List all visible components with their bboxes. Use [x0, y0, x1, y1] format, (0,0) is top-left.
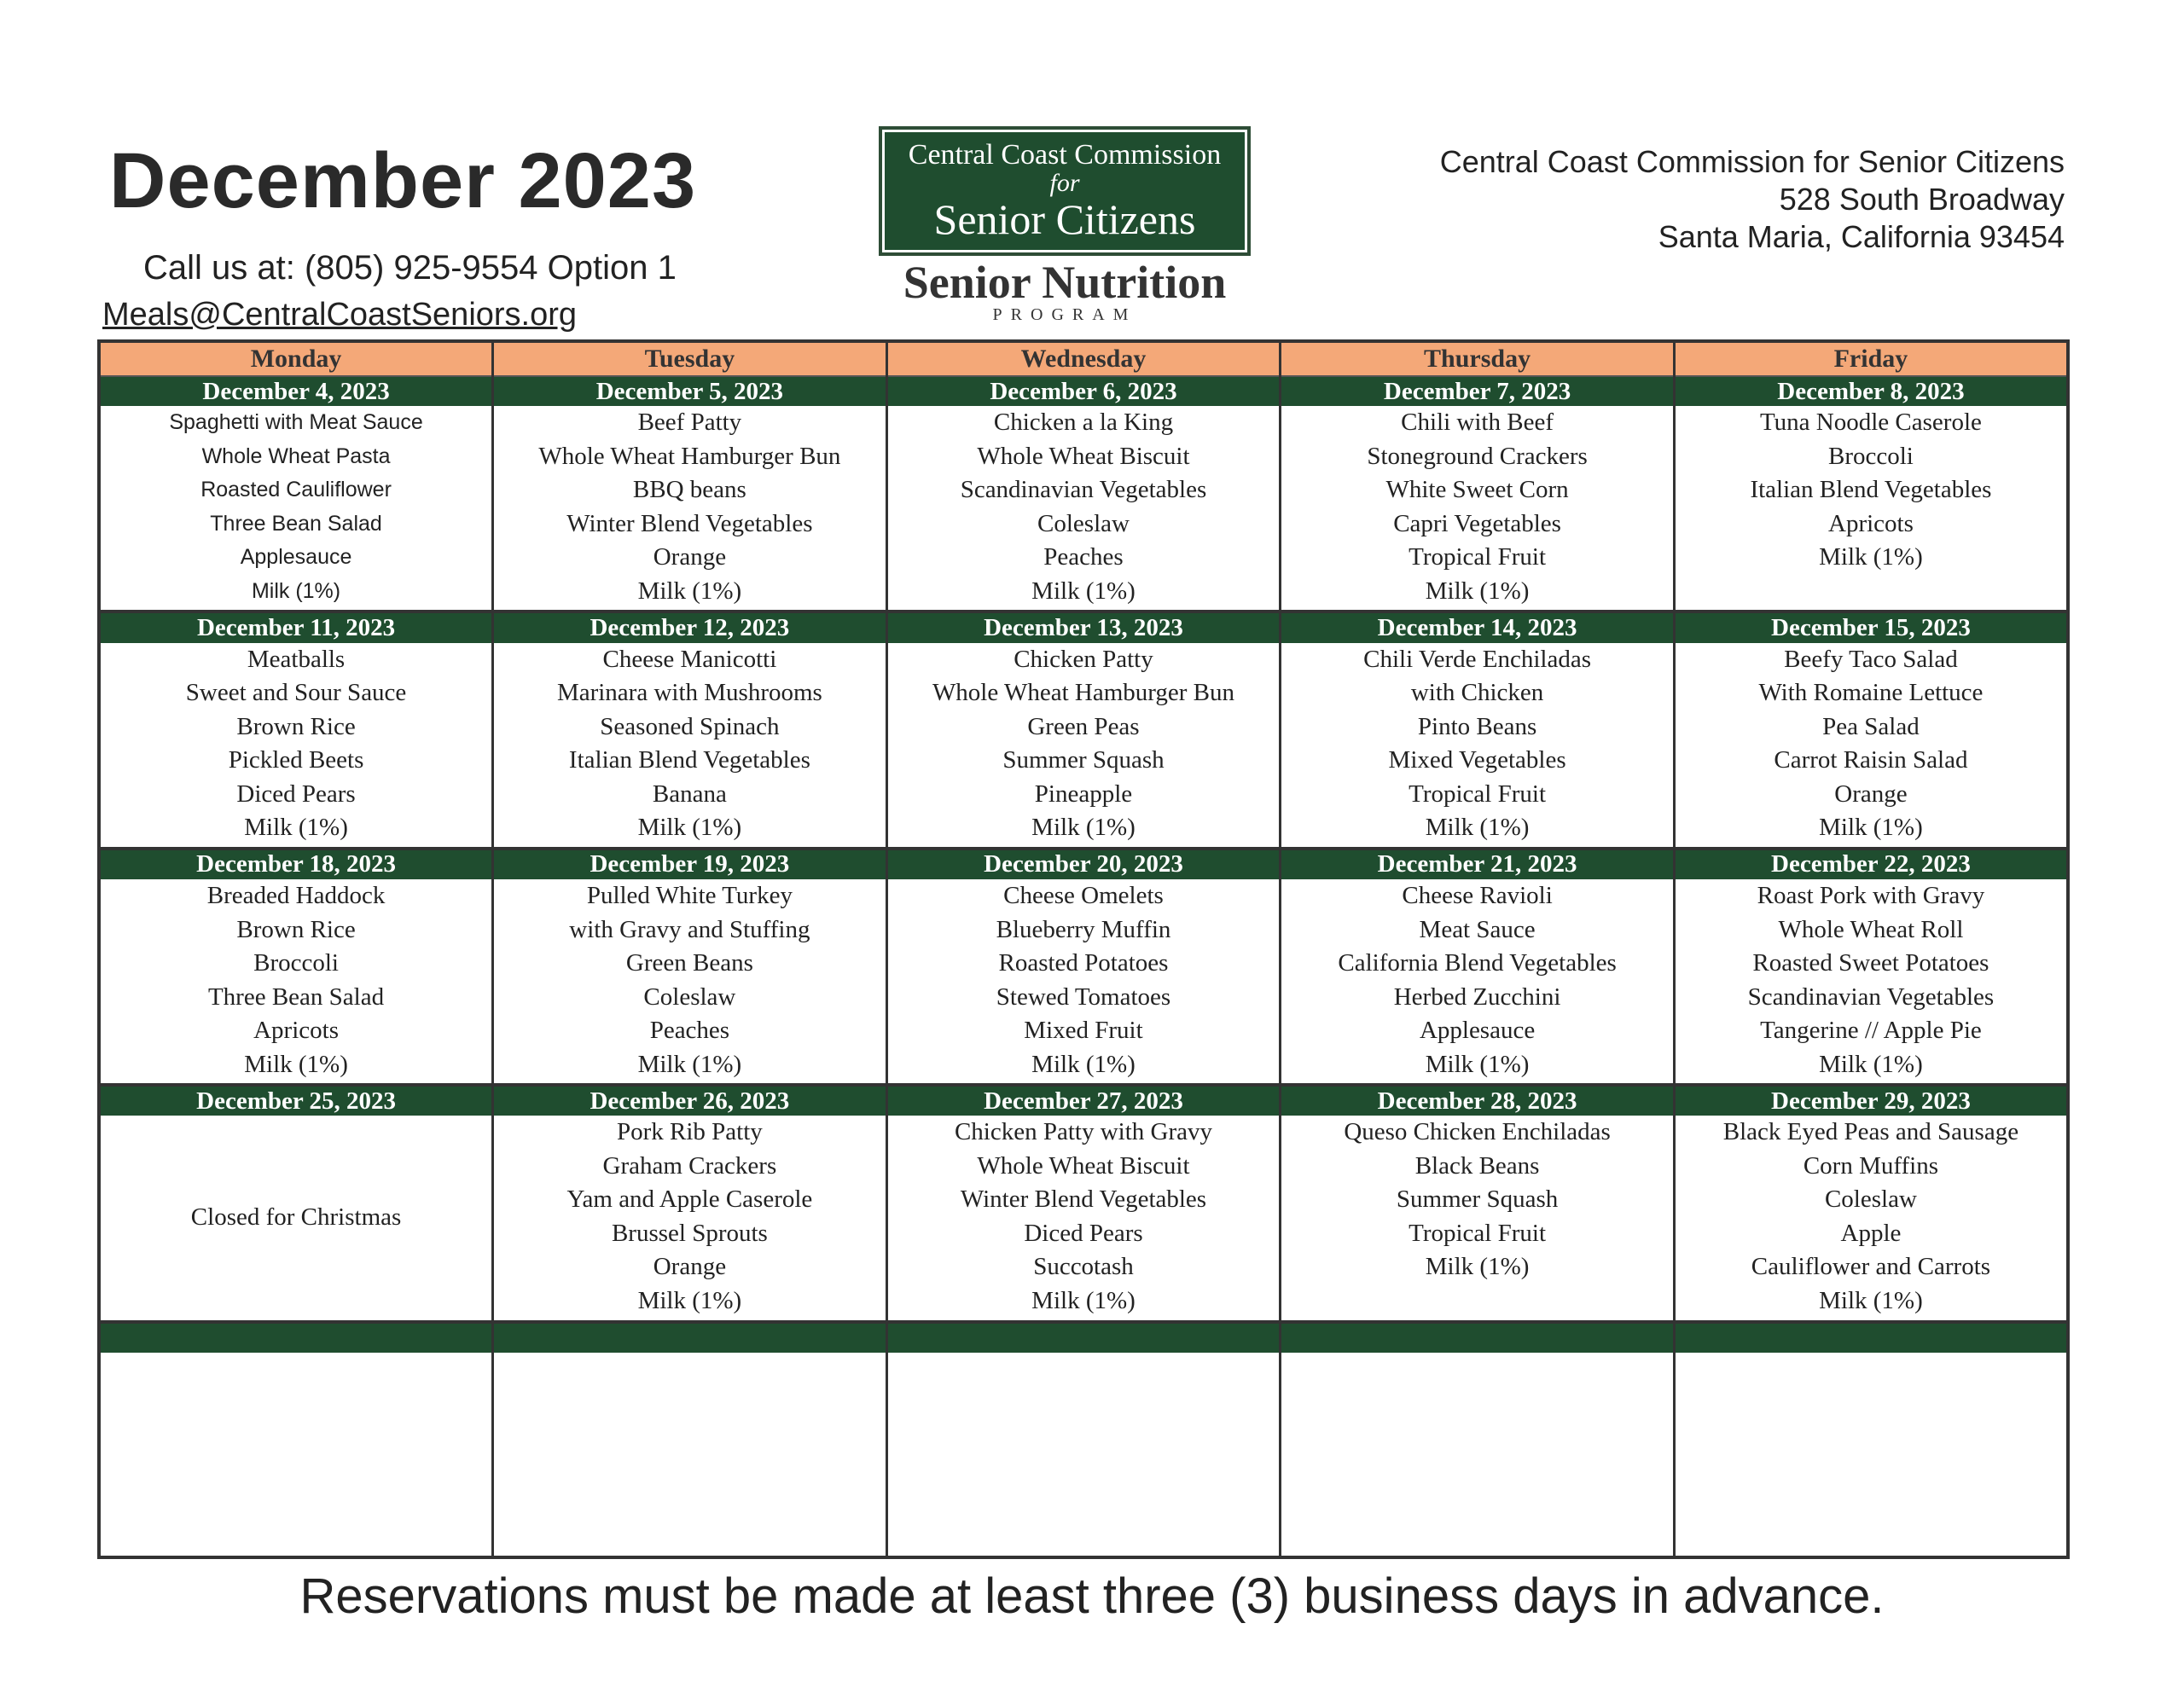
menu-item: Coleslaw — [1037, 509, 1130, 537]
empty-menu-cell — [493, 1353, 887, 1557]
date-row — [99, 612, 2068, 642]
menu-item: Roast Pork with Gravy — [1757, 882, 1985, 910]
menu-cell — [493, 879, 887, 1085]
menu-item: Cauliflower and Carrots — [1751, 1253, 1991, 1281]
menu-item: Scandinavian Vegetables — [1747, 983, 1995, 1011]
date-cell: December 13, 2023 — [886, 612, 1281, 642]
menu-item: Milk (1%) — [1819, 543, 1923, 571]
menu-item: Pea Salad — [1822, 712, 1920, 740]
empty-date-cell — [493, 1322, 887, 1353]
menu-item: Closed for Christmas — [190, 1203, 402, 1232]
date-cell: December 6, 2023 — [886, 376, 1281, 406]
date-row — [99, 376, 2068, 406]
logo-line-3: Senior Citizens — [933, 195, 1196, 243]
menu-item: Pickled Beets — [228, 746, 364, 774]
menu-item: Chicken Patty — [1014, 645, 1153, 673]
menu-item: Pineapple — [1034, 780, 1133, 808]
menu-row — [99, 1116, 2068, 1321]
menu-cell — [1674, 643, 2068, 849]
menu-item: Summer Squash — [1396, 1186, 1559, 1214]
menu-item: BBQ beans — [632, 476, 746, 504]
menu-item: Milk (1%) — [244, 1050, 348, 1078]
menu-item: California Blend Vegetables — [1338, 949, 1617, 977]
menu-item: Stewed Tomatoes — [996, 983, 1171, 1011]
menu-cell — [99, 406, 493, 612]
menu-item: Broccoli — [1828, 442, 1914, 470]
program-subtitle: PROGRAM — [992, 305, 1137, 324]
date-cell: December 28, 2023 — [1281, 1085, 1675, 1116]
weekday-header-row — [99, 341, 2068, 376]
menu-item: Milk (1%) — [251, 578, 341, 603]
menu-item: Orange — [1834, 780, 1908, 808]
empty-date-cell — [1674, 1322, 2068, 1353]
menu-cell — [99, 643, 493, 849]
menu-item: Yam and Apple Caserole — [566, 1186, 813, 1214]
menu-item: Beef Patty — [637, 409, 742, 437]
menu-cell — [886, 1116, 1281, 1321]
menu-cell — [1674, 1116, 2068, 1321]
menu-item: Queso Chicken Enchiladas — [1344, 1118, 1611, 1146]
menu-item: Pinto Beans — [1417, 712, 1537, 740]
menu-item: Diced Pears — [1024, 1219, 1143, 1247]
menu-item: Chicken Patty with Gravy — [954, 1118, 1212, 1146]
menu-item: Milk (1%) — [1031, 1050, 1136, 1078]
menu-item: Carrot Raisin Salad — [1774, 746, 1968, 774]
organization-logo — [879, 126, 1251, 256]
address-block — [1440, 143, 2065, 256]
menu-item: Succotash — [1033, 1253, 1134, 1281]
menu-item: Summer Squash — [1002, 746, 1165, 774]
menu-item: Apple — [1840, 1219, 1902, 1247]
menu-item: Black Eyed Peas and Sausage — [1722, 1118, 2019, 1146]
menu-item: Pulled White Turkey — [586, 882, 793, 910]
empty-menu-cell — [886, 1353, 1281, 1557]
menu-item: Graham Crackers — [602, 1151, 777, 1180]
menu-item: Whole Wheat Pasta — [201, 443, 391, 468]
menu-item: Milk (1%) — [1819, 1286, 1923, 1314]
address-street: 528 South Broadway — [1779, 182, 2065, 217]
menu-item: Stoneground Crackers — [1367, 442, 1588, 470]
menu-item: Coleslaw — [643, 983, 736, 1011]
menu-item: Blueberry Muffin — [996, 915, 1171, 943]
menu-item: Marinara with Mushrooms — [556, 679, 822, 707]
date-cell: December 29, 2023 — [1674, 1085, 2068, 1116]
menu-item: with Gravy and Stuffing — [569, 915, 810, 943]
menu-item: Tropical Fruit — [1409, 543, 1546, 571]
menu-item: Chicken a la King — [993, 409, 1174, 437]
empty-date-cell — [1281, 1322, 1675, 1353]
menu-item: Diced Pears — [236, 780, 356, 808]
menu-item: Brussel Sprouts — [611, 1219, 768, 1247]
menu-item: Banana — [652, 780, 727, 808]
menu-item: White Sweet Corn — [1385, 476, 1569, 504]
menu-item: With Romaine Lettuce — [1758, 679, 1984, 707]
menu-item: Apricots — [253, 1017, 339, 1045]
menu-item: Roasted Sweet Potatoes — [1752, 949, 1989, 977]
logo-line-1: Central Coast Commission — [908, 139, 1222, 171]
menu-item: Milk (1%) — [1031, 577, 1136, 605]
menu-item: Green Beans — [625, 949, 753, 977]
date-cell: December 20, 2023 — [886, 849, 1281, 879]
menu-item: Herbed Zucchini — [1393, 983, 1561, 1011]
menu-calendar — [97, 339, 2070, 1559]
date-cell: December 5, 2023 — [493, 376, 887, 406]
menu-item: Cheese Ravioli — [1402, 882, 1553, 910]
menu-item: Green Peas — [1027, 712, 1140, 740]
menu-item: Tropical Fruit — [1409, 1219, 1546, 1247]
menu-item: Milk (1%) — [1031, 1286, 1136, 1314]
menu-cell — [493, 1116, 887, 1321]
menu-item: Breaded Haddock — [206, 882, 386, 910]
date-cell: December 18, 2023 — [99, 849, 493, 879]
menu-item: Milk (1%) — [1425, 577, 1530, 605]
date-row — [99, 849, 2068, 879]
menu-item: Milk (1%) — [1819, 1050, 1923, 1078]
menu-item: Tangerine // Apple Pie — [1760, 1017, 1982, 1045]
menu-cell — [886, 406, 1281, 612]
menu-item: Winter Blend Vegetables — [960, 1186, 1207, 1214]
menu-item: Milk (1%) — [637, 577, 742, 605]
empty-menu-cell — [1281, 1353, 1675, 1557]
menu-cell — [1674, 879, 2068, 1085]
menu-item: Meat Sauce — [1419, 915, 1536, 943]
menu-item: Applesauce — [240, 545, 352, 570]
menu-item: Tuna Noodle Caserole — [1759, 409, 1982, 437]
menu-cell — [1281, 879, 1675, 1085]
calendar-body — [99, 376, 2068, 1557]
email-link[interactable]: Meals@CentralCoastSeniors.org — [102, 297, 578, 333]
menu-cell — [886, 879, 1281, 1085]
menu-item: Orange — [653, 1253, 727, 1281]
date-cell: December 25, 2023 — [99, 1085, 493, 1116]
menu-item: Peaches — [649, 1017, 730, 1045]
logo-line-2: for — [1049, 169, 1080, 197]
menu-item: Roasted Cauliflower — [200, 478, 392, 502]
menu-cell — [886, 643, 1281, 849]
menu-cell — [493, 643, 887, 849]
menu-item: Italian Blend Vegetables — [1750, 476, 1992, 504]
date-row — [99, 1085, 2068, 1116]
date-cell: December 19, 2023 — [493, 849, 887, 879]
date-cell: December 22, 2023 — [1674, 849, 2068, 879]
empty-date-cell — [886, 1322, 1281, 1353]
page-title: December 2023 — [109, 137, 697, 224]
menu-item: Milk (1%) — [637, 1050, 742, 1078]
menu-item: Brown Rice — [236, 712, 356, 740]
menu-cell — [493, 406, 887, 612]
date-cell: December 27, 2023 — [886, 1085, 1281, 1116]
weekday-header: Monday — [99, 341, 493, 376]
menu-item: Chili with Beef — [1401, 409, 1554, 437]
date-cell: December 11, 2023 — [99, 612, 493, 642]
menu-item: Orange — [653, 543, 727, 571]
menu-item: Milk (1%) — [1031, 814, 1136, 842]
menu-item: Broccoli — [253, 949, 339, 977]
menu-cell — [99, 1116, 493, 1321]
menu-item: Sweet and Sour Sauce — [185, 679, 407, 707]
menu-item: Three Bean Salad — [207, 983, 385, 1011]
menu-item: Coleslaw — [1824, 1186, 1917, 1214]
empty-date-row — [99, 1322, 2068, 1353]
empty-menu-cell — [1674, 1353, 2068, 1557]
menu-item: Milk (1%) — [244, 814, 348, 842]
weekday-header: Wednesday — [886, 341, 1281, 376]
menu-cell — [1281, 406, 1675, 612]
empty-date-cell — [99, 1322, 493, 1353]
menu-item: Applesauce — [1419, 1017, 1536, 1045]
date-cell: December 7, 2023 — [1281, 376, 1675, 406]
menu-item: Winter Blend Vegetables — [566, 509, 813, 537]
phone-number: Call us at: (805) 925-9554 Option 1 — [143, 249, 677, 287]
menu-item: Peaches — [1043, 543, 1124, 571]
menu-item: Brown Rice — [236, 915, 356, 943]
menu-item: Milk (1%) — [637, 1286, 742, 1314]
address-org: Central Coast Commission for Senior Citizens — [1439, 144, 2065, 179]
menu-item: Black Beans — [1414, 1151, 1540, 1180]
menu-item: Cheese Omelets — [1003, 882, 1164, 910]
menu-item: Cheese Manicotti — [602, 645, 777, 673]
menu-item: Roasted Potatoes — [998, 949, 1169, 977]
empty-menu-row — [99, 1353, 2068, 1557]
date-cell: December 4, 2023 — [99, 376, 493, 406]
menu-item: Whole Wheat Hamburger Bun — [538, 442, 841, 470]
menu-cell — [1281, 1116, 1675, 1321]
weekday-header: Friday — [1674, 341, 2068, 376]
reservation-notice: Reservations must be made at least three (3) business days in advance. — [299, 1568, 1885, 1624]
date-cell: December 14, 2023 — [1281, 612, 1675, 642]
menu-item: Milk (1%) — [1425, 1253, 1530, 1281]
menu-cell — [1281, 643, 1675, 849]
menu-row — [99, 879, 2068, 1085]
date-cell: December 21, 2023 — [1281, 849, 1675, 879]
menu-item: Spaghetti with Meat Sauce — [169, 410, 423, 435]
menu-item: Mixed Vegetables — [1388, 746, 1566, 774]
menu-item: Milk (1%) — [1425, 1050, 1530, 1078]
menu-item: Meatballs — [247, 645, 346, 673]
menu-row — [99, 406, 2068, 612]
logo-panel — [885, 132, 1245, 250]
menu-cell — [99, 879, 493, 1085]
date-cell: December 26, 2023 — [493, 1085, 887, 1116]
empty-menu-cell — [99, 1353, 493, 1557]
menu-item: Milk (1%) — [637, 814, 742, 842]
menu-item: Corn Muffins — [1803, 1151, 1939, 1180]
menu-item: Three Bean Salad — [210, 511, 382, 536]
menu-item: Seasoned Spinach — [600, 712, 780, 740]
weekday-header: Tuesday — [493, 341, 887, 376]
menu-item: Whole Wheat Roll — [1778, 915, 1964, 943]
menu-item: Beefy Taco Salad — [1784, 645, 1958, 673]
program-title: Senior Nutrition — [903, 257, 1227, 308]
menu-cell — [1674, 406, 2068, 612]
menu-item: Chili Verde Enchiladas — [1363, 645, 1591, 673]
date-cell: December 12, 2023 — [493, 612, 887, 642]
menu-item: Apricots — [1828, 509, 1914, 537]
menu-row — [99, 643, 2068, 849]
menu-item: Milk (1%) — [1819, 814, 1923, 842]
menu-item: Italian Blend Vegetables — [568, 746, 810, 774]
menu-item: with Chicken — [1410, 679, 1544, 707]
menu-item: Milk (1%) — [1425, 814, 1530, 842]
address-city: Santa Maria, California 93454 — [1658, 219, 2065, 254]
menu-item: Mixed Fruit — [1024, 1017, 1143, 1045]
date-cell: December 8, 2023 — [1674, 376, 2068, 406]
menu-item: Whole Wheat Biscuit — [977, 442, 1190, 470]
menu-item: Whole Wheat Biscuit — [977, 1151, 1190, 1180]
weekday-header: Thursday — [1281, 341, 1675, 376]
date-cell: December 15, 2023 — [1674, 612, 2068, 642]
menu-item: Whole Wheat Hamburger Bun — [932, 679, 1235, 707]
menu-item: Scandinavian Vegetables — [960, 476, 1207, 504]
menu-item: Tropical Fruit — [1409, 780, 1546, 808]
menu-item: Pork Rib Patty — [616, 1118, 763, 1146]
menu-item: Capri Vegetables — [1393, 509, 1561, 537]
